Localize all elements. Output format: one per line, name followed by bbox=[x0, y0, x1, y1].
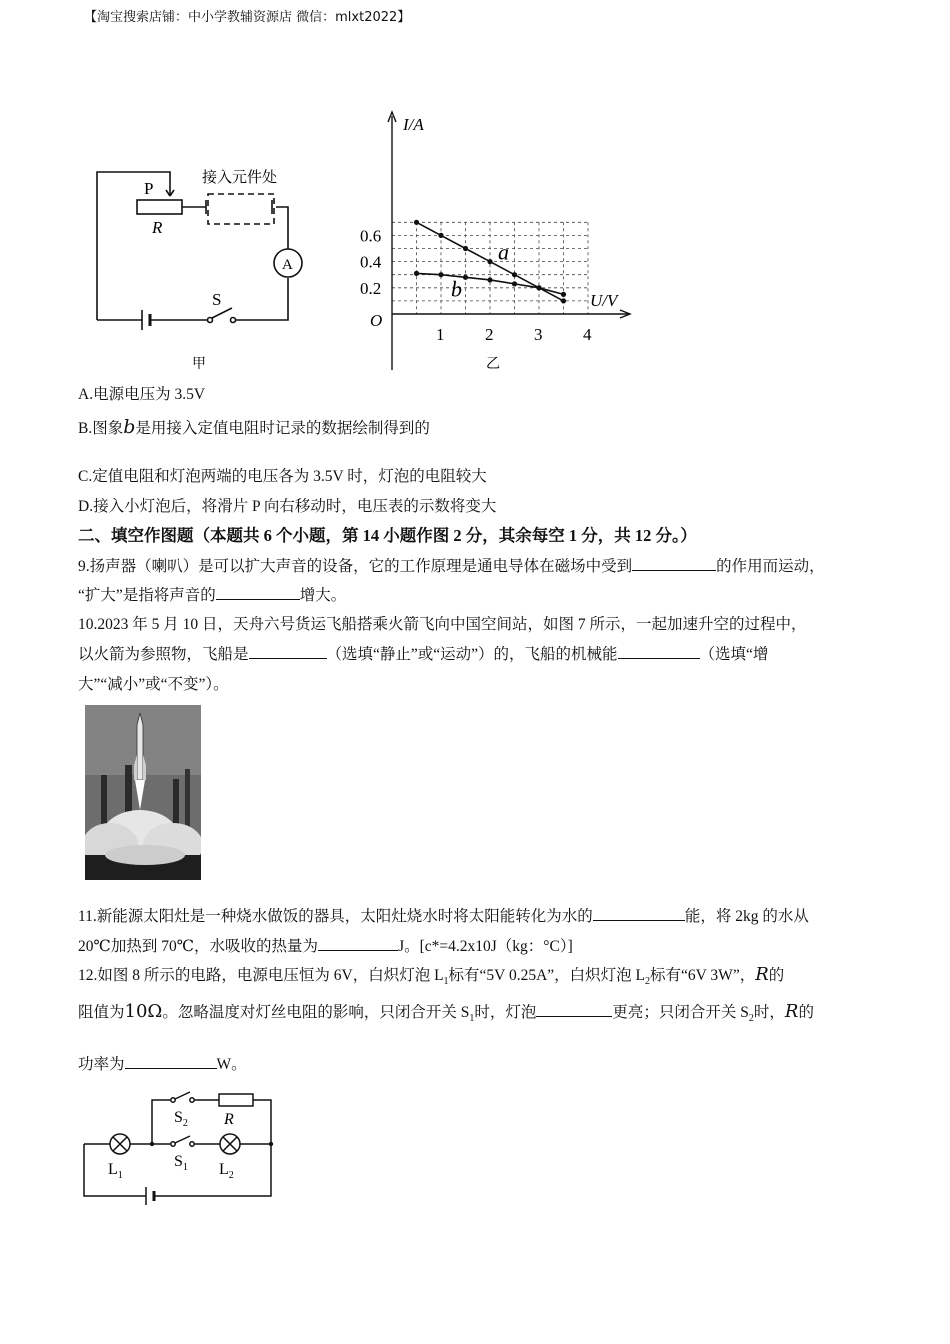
data-point-b bbox=[487, 277, 492, 282]
data-point-a bbox=[512, 272, 517, 277]
data-point-b bbox=[463, 275, 468, 280]
q10-blank-2[interactable] bbox=[618, 643, 700, 659]
q12-text-i: 时， bbox=[753, 1004, 785, 1021]
label-ammeter: A bbox=[282, 257, 293, 273]
q12-r-symbol-2: R bbox=[784, 1001, 799, 1022]
option-d: D.接入小灯泡后，将滑片 P 向右移动时，电压表的示数将变大 bbox=[78, 498, 497, 515]
circuit-figure-8 bbox=[78, 1088, 288, 1216]
q10-text-c: （选填“增 bbox=[699, 646, 769, 663]
label-l2: $L_2$ bbox=[219, 1161, 234, 1181]
switch-s2 bbox=[175, 1092, 190, 1099]
iu-graph-yi bbox=[350, 108, 640, 378]
label-slot: 接入元件处 bbox=[202, 170, 278, 186]
q12-resistance-value: 10Ω bbox=[124, 1001, 163, 1022]
q11-text-c: 20℃加热到 70℃，水吸收的热量为 bbox=[78, 938, 319, 955]
x-tick-label: 3 bbox=[534, 325, 543, 344]
data-point-b bbox=[561, 292, 566, 297]
data-point-a bbox=[438, 233, 443, 238]
option-b-pre: B.图象 bbox=[78, 420, 124, 437]
rocket-launch-image bbox=[85, 705, 201, 880]
q9-blank-2[interactable] bbox=[216, 584, 300, 600]
data-point-b bbox=[512, 281, 517, 286]
q10-text-a: 以火箭为参照物，飞船是 bbox=[78, 646, 249, 663]
label-s1: $S_1$ bbox=[174, 1153, 188, 1173]
section-2-heading: 二、填空作图题（本题共 6 个小题，第 14 小题作图 2 分，其余每空 1 分，共 12 分。） bbox=[78, 526, 697, 545]
q10-line-2 bbox=[78, 643, 768, 666]
page-header: 【淘宝搜索店铺：中小学教辅资源店 微信：mlxt2022】 bbox=[84, 10, 411, 25]
q12-line-1 bbox=[78, 964, 784, 993]
label-s: S bbox=[212, 290, 222, 309]
label-s2: $S_2$ bbox=[174, 1109, 188, 1129]
q9-line-2 bbox=[78, 584, 346, 607]
q12-sub-2: 2 bbox=[645, 976, 651, 988]
q12-blank-1[interactable] bbox=[536, 1001, 612, 1017]
x-tick-label: 4 bbox=[583, 325, 592, 344]
option-b bbox=[78, 416, 430, 440]
component-slot bbox=[208, 194, 274, 224]
q12-text-g: 时，灯泡 bbox=[474, 1004, 537, 1021]
q12-line-3 bbox=[78, 1053, 247, 1076]
q10-line-1: 10.2023 年 5 月 10 日，天舟六号货运飞船搭乘火箭飞向中国空间站，如图 7 所示，一起加速升空的过程中， bbox=[78, 616, 807, 633]
q12-text-h: 更亮；只闭合开关 S bbox=[612, 1004, 749, 1021]
y-tick-label: 0.4 bbox=[360, 252, 382, 272]
data-point-b bbox=[438, 272, 443, 277]
q9-line-1 bbox=[78, 555, 825, 578]
option-b-post: 是用接入定值电阻时记录的数据绘制得到的 bbox=[135, 420, 430, 437]
label-r-fig8: R bbox=[224, 1111, 234, 1128]
q12-text-f: 。忽略温度对灯丝电阻的影响，只闭合开关 S bbox=[162, 1004, 470, 1021]
y-tick-label: 0.6 bbox=[360, 226, 382, 246]
data-point-a bbox=[463, 246, 468, 251]
switch-s1 bbox=[175, 1136, 190, 1143]
series-label-a: a bbox=[498, 239, 509, 265]
rheostat-r bbox=[137, 200, 182, 214]
x-tick-label: 1 bbox=[436, 325, 445, 344]
chart-grid bbox=[392, 222, 588, 314]
q9-text-c: “扩大”是指将声音的 bbox=[78, 587, 216, 604]
q12-text-j: 的 bbox=[798, 1004, 814, 1021]
q12-sub-3: 1 bbox=[469, 1013, 475, 1025]
q12-text-a: 12.如图 8 所示的电路，电源电压恒为 6V，白炽灯泡 L bbox=[78, 967, 444, 984]
x-tick-label: 2 bbox=[485, 325, 494, 344]
data-point-a bbox=[561, 298, 566, 303]
q9-blank-1[interactable] bbox=[632, 555, 716, 571]
option-a: A.电源电压为 3.5V bbox=[78, 386, 206, 403]
data-point-a bbox=[487, 259, 492, 264]
q12-sub-4: 2 bbox=[748, 1013, 754, 1025]
q11-line-1 bbox=[78, 905, 809, 928]
q11-text-b: 能，将 2kg 的水从 bbox=[684, 908, 809, 925]
q12-blank-2[interactable] bbox=[125, 1053, 217, 1069]
wire-left-top bbox=[97, 172, 170, 320]
caption-yi: 乙 bbox=[486, 357, 500, 372]
switch-s bbox=[212, 308, 232, 318]
label-p: P bbox=[144, 179, 154, 198]
data-point-b bbox=[414, 271, 419, 276]
q9-text-b: 的作用而运动， bbox=[716, 558, 825, 575]
q11-line-2 bbox=[78, 935, 573, 958]
q12-text-e: 阻值为 bbox=[78, 1004, 125, 1021]
q10-text-b: （选填“静止”或“运动”）的，飞船的机械能 bbox=[326, 646, 618, 663]
q12-sub-1: 1 bbox=[443, 976, 449, 988]
q12-text-l: W。 bbox=[216, 1056, 247, 1073]
resistor-r bbox=[219, 1094, 253, 1106]
q12-text-k: 功率为 bbox=[78, 1056, 125, 1073]
caption-jia: 甲 bbox=[192, 357, 206, 372]
q11-text-a: 11.新能源太阳灶是一种烧水做饭的器具，太阳灶烧水时将太阳能转化为水的 bbox=[78, 908, 593, 925]
q10-blank-1[interactable] bbox=[249, 643, 327, 659]
y-axis-label: I/A bbox=[403, 115, 424, 134]
y-tick-label: 0.2 bbox=[360, 278, 382, 298]
q12-line-2 bbox=[78, 1001, 814, 1030]
rocket-launch-photo bbox=[85, 705, 201, 880]
circuit-figure-jia bbox=[80, 150, 320, 385]
data-point-b bbox=[536, 285, 541, 290]
q10-line-3: 大”“减小”或“不变”）。 bbox=[78, 676, 229, 693]
q12-text-c: 标有“6V 3W”， bbox=[650, 967, 756, 984]
label-l1: $L_1$ bbox=[108, 1161, 123, 1181]
series-label-b: b bbox=[451, 276, 462, 302]
q9-text-a: 9.扬声器（喇叭）是可以扩大声音的设备，它的工作原理是通电导体在磁场中受到 bbox=[78, 558, 633, 575]
option-b-var: b bbox=[123, 416, 136, 438]
q11-blank-1[interactable] bbox=[593, 905, 685, 921]
x-axis-label: U/V bbox=[590, 291, 618, 310]
q12-text-b: 标有“5V 0.25A”，白炽灯泡 L bbox=[448, 967, 646, 984]
q12-text-d: 的 bbox=[768, 967, 785, 984]
label-r: R bbox=[152, 218, 163, 237]
data-point-a bbox=[414, 220, 419, 225]
origin-label: O bbox=[370, 311, 383, 330]
option-c: C.定值电阻和灯泡两端的电压各为 3.5V 时，灯泡的电阻较大 bbox=[78, 468, 487, 485]
q11-blank-2[interactable] bbox=[318, 935, 398, 951]
q11-text-d: J。[c*=4.2x10J（kg：°C）] bbox=[398, 938, 573, 955]
q12-r-symbol: R bbox=[755, 964, 769, 985]
q9-text-d: 增大。 bbox=[299, 587, 347, 604]
